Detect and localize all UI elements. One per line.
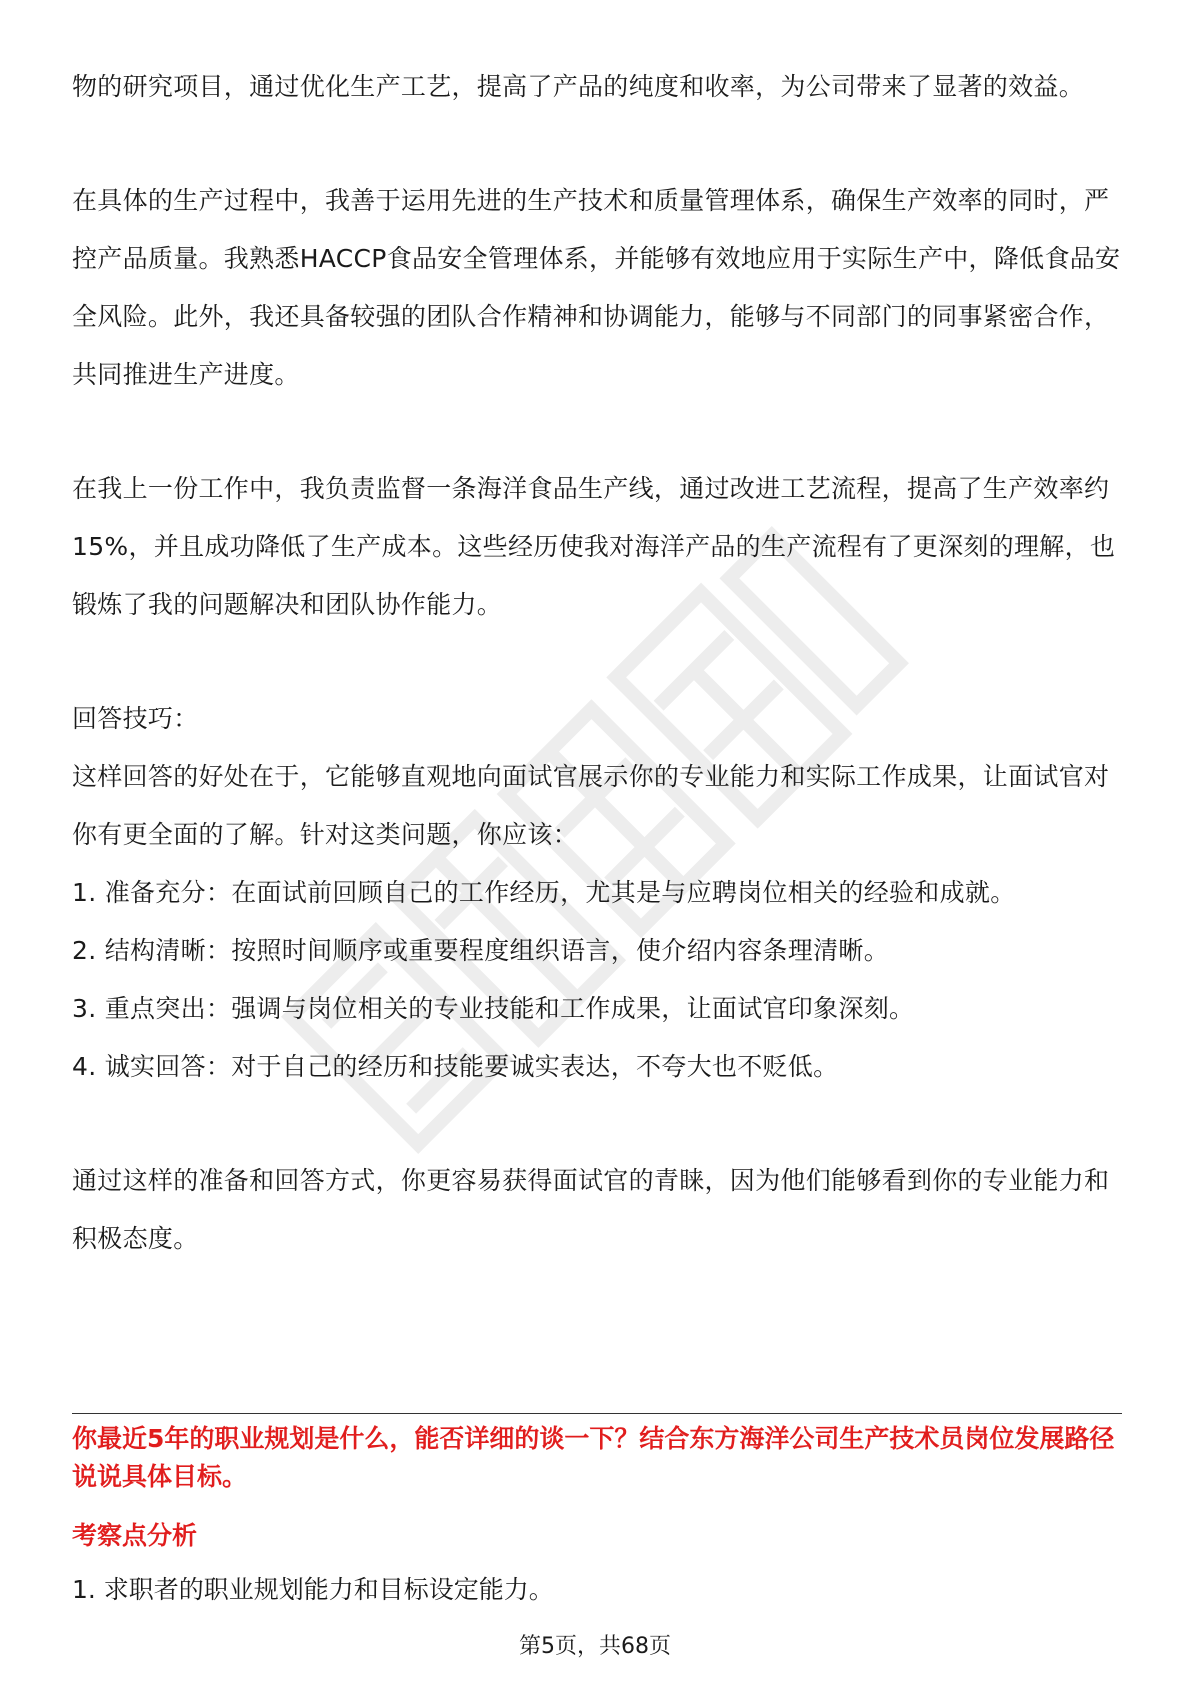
analysis-title: 考察点分析	[72, 1521, 198, 1550]
analysis-item: 1. 求职者的职业规划能力和目标设定能力。	[72, 1575, 554, 1604]
paragraph-previous-job: 在我上一份工作中，我负责监督一条海洋食品生产线，通过改进工艺流程，提高了生产效率约15%，并且成功降低了生产成本。这些经历使我对海洋产品的生产流程有了更深刻的理解，也锻炼了我的问题解决和团队协作能力。	[72, 474, 1116, 619]
tips-heading: 回答技巧：	[72, 704, 199, 733]
tip-item: 1. 准备充分：在面试前回顾自己的工作经历，尤其是与应聘岗位相关的经验和成就。	[72, 878, 1016, 907]
tip-item: 2. 结构清晰：按照时间顺序或重要程度组织语言，使介绍内容条理清晰。	[72, 936, 890, 965]
tips-intro: 这样回答的好处在于，它能够直观地向面试官展示你的专业能力和实际工作成果，让面试官对你有更全面的了解。针对这类问题，你应该：	[72, 762, 1110, 849]
section-divider	[72, 1413, 1122, 1414]
page-number: 第5页，共68页	[519, 1634, 671, 1659]
interview-question: 你最近5年的职业规划是什么，能否详细的谈一下？结合东方海洋公司生产技术员岗位发展路径说说具体目标。	[72, 1424, 1115, 1491]
paragraph-production: 在具体的生产过程中，我善于运用先进的生产技术和质量管理体系，确保生产效率的同时，严控产品质量。我熟悉HACCP食品安全管理体系，并能够有效地应用于实际生产中，降低食品安全风险。此外，我还具备较强的团队合作精神和协调能力，能够与不同部门的同事紧密合作，共同推进生产进度。	[72, 186, 1121, 389]
paragraph-research: 物的研究项目，通过优化生产工艺，提高了产品的纯度和收率，为公司带来了显著的效益。	[72, 72, 1085, 101]
tip-item: 3. 重点突出：强调与岗位相关的专业技能和工作成果，让面试官印象深刻。	[72, 994, 915, 1023]
tips-conclusion: 通过这样的准备和回答方式，你更容易获得面试官的青睐，因为他们能够看到你的专业能力和积极态度。	[72, 1166, 1110, 1253]
main-content	[72, 58, 1122, 1268]
tip-item: 4. 诚实回答：对于自己的经历和技能要诚实表达，不夸大也不贬低。	[72, 1052, 839, 1081]
